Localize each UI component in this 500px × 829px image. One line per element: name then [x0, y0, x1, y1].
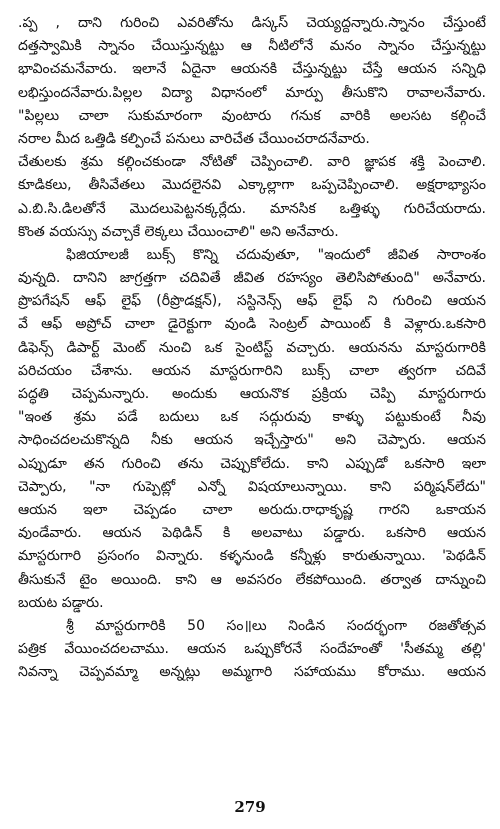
text-line: చెప్పారు, "నా గుప్పెట్లో ఎన్నో విషయాలున్నాయి. కాని పర్మిషన్‌లేదు"	[18, 478, 486, 495]
text-line: తీసుకునే టైం అయింది. కాని ఆ అవసరం లేకపోయింది. తర్వాత దాన్నుంచి	[18, 571, 486, 588]
text-body	[18, 12, 486, 684]
text-line: నివన్నా చెప్పవమ్మా అన్నట్లు అమ్మగారి సహాయము కోరాము. ఆయన	[18, 664, 486, 681]
text-line: ఆయన ఇలా చెప్పడం చాలా అరుదు.రాధాకృష్ణ గారని ఒకాయన	[18, 501, 486, 518]
text-line: బయట పడ్డారు.	[18, 594, 104, 611]
text-line: కూడికలు, తీసివేతలు మొదలైనవి ఎక్కాల్లాగా ఒప్పచెప్పించాలి. అక్షరాభ్యాసం	[18, 177, 486, 194]
text-line: "ఇంత శ్రమ పడే బదులు ఒక సద్గురువు కాళ్ళు పట్టుకుంటే నీవు	[18, 409, 486, 426]
text-line: మాస్టరుగారి ప్రసంగం విన్నారు. కళ్ళనుండి కన్నీళ్లు కారుతున్నాయి. 'పెథడిన్	[18, 548, 486, 565]
page-number: 279	[234, 798, 266, 816]
text-line: చేతులకు శ్రమ కల్గించకుండా నోటితో చెప్పించాలి. వారి జ్ఞాపక శక్తి పెంచాలి.	[18, 154, 486, 171]
text-line: ప్రొపగేషన్ ఆఫ్ లైఫ్ (రీప్రొడక్షన్), సస్టినెన్స్ ఆఫ్ లైఫ్ ని గురించి ఆయన	[18, 293, 486, 310]
paragraph-first-line: శ్రీ మాస్టరుగారికి 50 సం॥లు నిండిన సందర్భంగా రజతోత్సవ	[66, 617, 486, 634]
text-line: భావించమనేవారు. ఇలానే ఏదైనా ఆయనకి చేస్తున్నట్టు చేస్తే ఆయన సన్నిధి	[18, 61, 486, 78]
text-line: వే ఆఫ్ అప్రోచ్ చాలా డైరెక్టుగా వుండి సెంట్రల్ పాయింట్ కి వెళ్లారు.ఒకసారి	[18, 316, 486, 333]
text-line: కొంత వయస్సు వచ్చాకే లెక్కలు చేయించాలి" అని అనేవారు.	[18, 223, 339, 240]
text-line: వున్నది. దానిని జాగ్రత్తగా చదివితే జీవిత రహస్యం తెలిసిపోతుంది" అనేవారు.	[18, 270, 486, 287]
text-line: పరిచయం చేశాను. ఆయన మాస్టరుగారిని బుక్స్ చాలా త్వరగా చదివే	[18, 362, 486, 379]
text-line: డిఫెన్స్ డిపార్ట్ మెంట్ నుంచి ఒక సైంటిస్ట్ వచ్చారు. ఆయనను మాస్టరుగారికి	[18, 339, 486, 356]
text-line: దత్తస్వామికి స్నానం చేయిస్తున్నట్టు ఆ నీటిలోనే మనం స్నానం చేస్తున్నట్టు	[18, 38, 486, 55]
text-line: ఎ.బి.సి.డిలతోనే మొదలుపెట్టనక్కర్లేదు. మానసిక ఒత్తిళ్ళు గురిచేయరాదు.	[18, 200, 486, 217]
text-line: నరాల మీద ఒత్తిడి కల్పించే పనులు వారిచేత చేయించరాదనేవారు.	[18, 130, 370, 147]
text-line: పత్రిక వేయించదలచాము. ఆయన ఒప్పుకోరనే సందేహంతో 'సీతమ్మ తల్లి'	[18, 641, 486, 658]
text-line: ఎప్పుడూ తన గురించి తను చెప్పుకోలేదు. కాని ఎప్పుడో ఒకసారి ఇలా	[18, 455, 486, 472]
text-line: .ప్ప , దాని గురించి ఎవరితోను డిస్కస్ చెయ్యద్దన్నారు.స్నానం చేస్తుంటే	[18, 15, 486, 31]
text-line: సాధించదలచుకొన్నది నీకు ఆయన ఇచ్చేస్తారు" అని చెప్పారు. ఆయన	[18, 432, 486, 449]
text-line: "పిల్లలు చాలా సుకుమారంగా వుంటారు గనుక వారికి అలసట కల్గించే	[18, 107, 486, 124]
text-line: పద్ధతి చెప్పమన్నారు. అందుకు ఆయనొక ప్రక్రియ చెప్పి మాస్టరుగారు	[18, 386, 486, 402]
text-line: వుండేవారు. ఆయన పెథిడిన్ కి అలవాటు పడ్డారు. ఒకసారి ఆయన	[18, 525, 486, 542]
text-line: లభిస్తుందనేవారు.పిల్లల విద్యా విధానంలో మార్పు తీసుకొని రావాలనేవారు.	[18, 84, 486, 101]
paragraph-first-line: ఫిజియాలజీ బుక్స్ కొన్ని చదువుతూ, "ఇందులో జీవిత సారాంశం	[66, 246, 486, 263]
